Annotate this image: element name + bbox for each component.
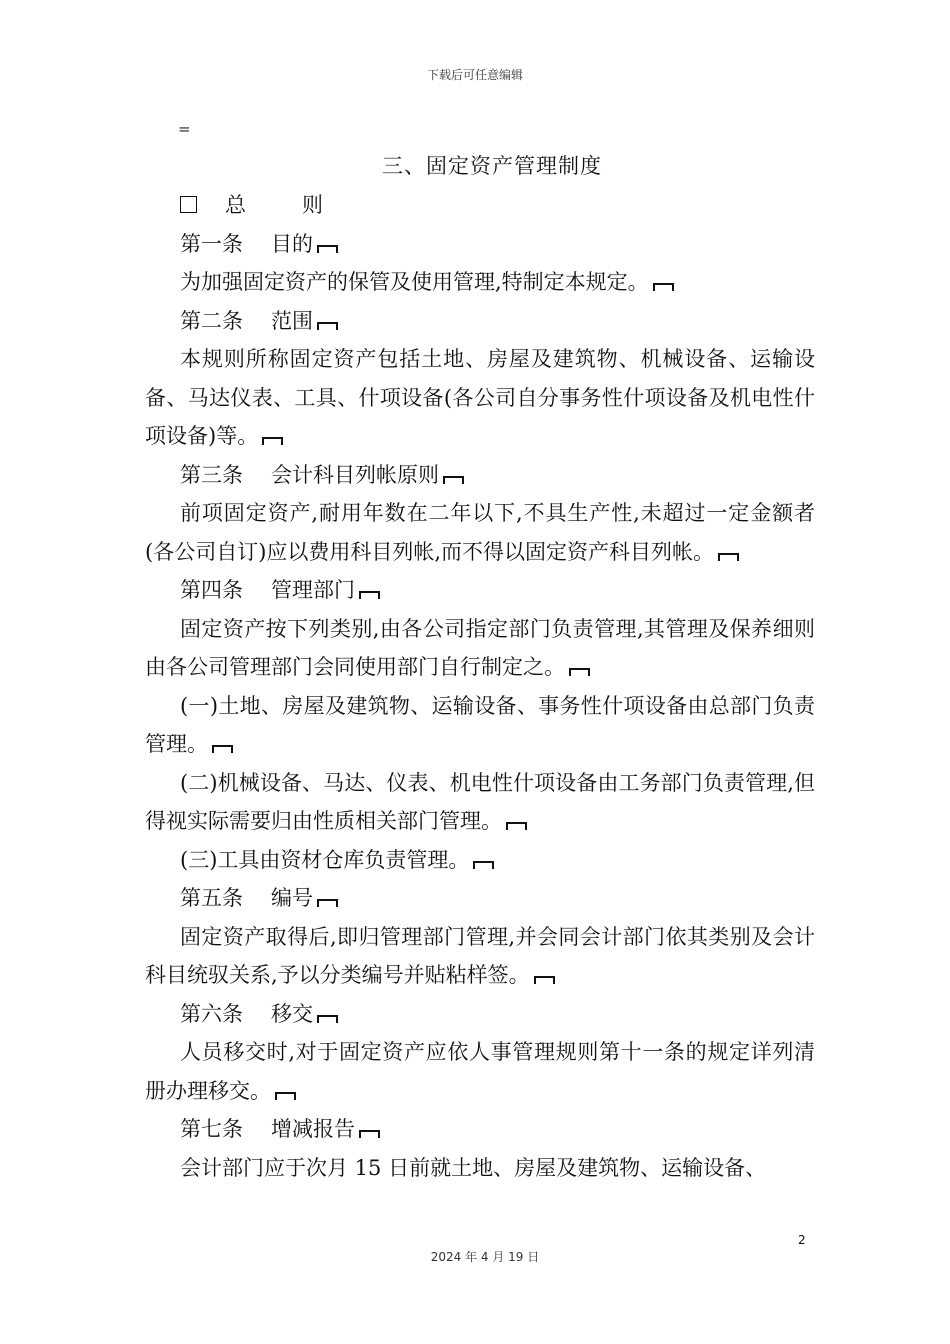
article-title: 目的 [271, 231, 313, 256]
paragraph-text: 固定资产取得后,即归管理部门管理,并会同会计部门依其类别及会计科目统驭关系,予以分类编号并贴粘样签。 [145, 924, 815, 987]
article-heading [145, 456, 815, 495]
paragraph-text: 固定资产按下列类别,由各公司指定部门负责管理,其管理及保养细则由各公司管理部门会同使用部门自行制定之。 [145, 616, 815, 679]
paragraph-text: 会计部门应于次月 15 日前就土地、房屋及建筑物、运输设备、 [180, 1155, 767, 1180]
article-number: 第二条 [180, 308, 243, 333]
article-number: 第七条 [180, 1117, 243, 1141]
document-title: 三、固定资产管理制度 [382, 154, 602, 178]
paragraph-mark-icon [718, 553, 739, 561]
list-item [145, 764, 815, 841]
paragraph-mark-icon [443, 476, 464, 484]
article-number: 第六条 [180, 1001, 243, 1026]
list-item [145, 841, 815, 880]
section-label-1: 总 [225, 193, 246, 217]
paragraph [145, 1033, 815, 1110]
article-heading [145, 1110, 815, 1149]
article-title: 管理部门 [271, 578, 355, 602]
paragraph-mark-icon [317, 322, 338, 330]
list-item-text: (一)土地、房屋及建筑物、运输设备、事务性什项设备由总部门负责管理。 [145, 693, 815, 756]
paragraph-mark-icon [534, 976, 555, 984]
paragraph-mark-icon [212, 745, 233, 753]
paragraph-mark-icon [275, 1092, 296, 1100]
paragraph-mark-icon [359, 1130, 380, 1138]
list-item-text: (二)机械设备、马达、仪表、机电性什项设备由工务部门负责管理,但得视实际需要归由性质相关部门管理。 [145, 770, 815, 833]
article-heading [145, 302, 815, 341]
list-item-text: (三)工具由资材仓库负责管理。 [180, 847, 470, 872]
article-title: 会计科目列帐原则 [271, 462, 439, 487]
paragraph-text: 为加强固定资产的保管及使用管理,特制定本规定。 [180, 270, 649, 294]
checkbox-square-icon [180, 196, 197, 213]
article-number: 第三条 [180, 462, 243, 487]
page-number: 2 [798, 1233, 806, 1247]
article-heading [145, 571, 815, 610]
paragraph-mark-icon [506, 822, 527, 830]
article-title: 范围 [271, 308, 313, 333]
paragraph-text: 本规则所称固定资产包括土地、房屋及建筑物、机械设备、运输设备、马达仪表、工具、什项设备(各公司自分事务性什项设备及机电性什项设备)等。 [145, 347, 815, 448]
paragraph-mark-icon [359, 591, 380, 599]
paragraph [145, 340, 815, 456]
article-heading [145, 995, 815, 1034]
paragraph-mark-icon [262, 437, 283, 445]
paragraph [145, 918, 815, 995]
paragraph [145, 263, 815, 302]
section-label-2: 则 [302, 193, 323, 217]
paragraph-mark-icon [317, 899, 338, 907]
article-title: 编号 [271, 886, 313, 910]
paragraph [145, 494, 815, 571]
document-body [145, 186, 815, 1187]
paragraph-mark-icon [317, 245, 338, 253]
section-heading [145, 186, 815, 225]
article-heading [145, 879, 815, 918]
paragraph-mark-icon [569, 668, 590, 676]
paragraph-mark-icon [653, 283, 674, 291]
paragraph-text: 前项固定资产,耐用年数在二年以下,不具生产性,未超过一定金额者(各公司自订)应以费用科目列帐,而不得以固定资产科目列帐。 [145, 501, 815, 564]
article-title: 移交 [271, 1001, 313, 1026]
list-item [145, 687, 815, 764]
article-number: 第五条 [180, 886, 243, 910]
paragraph-text: 人员移交时,对于固定资产应依人事管理规则第十一条的规定详列清册办理移交。 [145, 1040, 815, 1103]
page-header: 下载后可任意编辑 [426, 68, 523, 82]
article-heading [145, 225, 815, 264]
paragraph-mark-icon [473, 861, 494, 869]
paragraph [145, 1149, 815, 1188]
header-mark: = [178, 120, 188, 138]
paragraph [145, 610, 815, 687]
article-number: 第四条 [180, 578, 243, 602]
article-number: 第一条 [180, 231, 243, 256]
paragraph-mark-icon [317, 1015, 338, 1023]
article-title: 增减报告 [271, 1117, 355, 1141]
page-footer-date: 2024 年 4 月 19 日 [430, 1250, 540, 1264]
